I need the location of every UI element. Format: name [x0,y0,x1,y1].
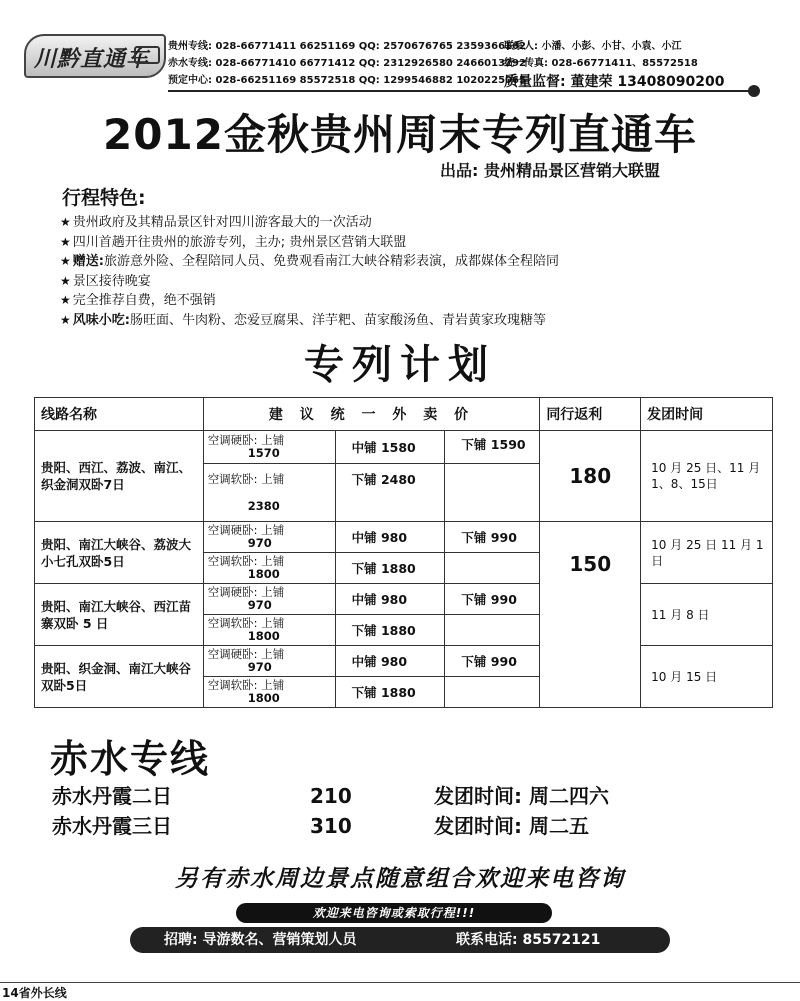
price-value: 970 [247,660,272,674]
price-label: 中铺 [351,592,377,607]
price-value: 980 [380,592,408,607]
price-value: 2480 [380,472,416,487]
empty-cell [445,615,540,646]
table-header-row [35,398,773,431]
price-value: 1800 [247,629,280,643]
header-dates: 发团时间 [641,398,773,431]
price-value: 970 [247,598,272,612]
page-footer: 14省外长线 [2,986,67,1000]
price-label: 空调软卧: 上铺 [207,616,285,630]
feature-text: 肠旺面、牛肉粉、恋爱豆腐果、洋芋粑、苗家酸汤鱼、青岩黄家玫瑰糖等 [129,312,546,328]
feature-item [60,233,559,253]
route-name: 贵阳、西江、荔波、南江、织金洞双卧7日 [35,431,204,522]
bus-icon [134,46,160,64]
hard-sleeper-upper [203,584,335,615]
price-label: 下铺 [351,623,377,638]
empty-cell [445,677,540,708]
price-label: 空调软卧: 上铺 [207,471,285,486]
hard-sleeper-upper [203,646,335,677]
contact-persons [504,38,725,92]
rebate-value: 150 [540,522,641,708]
price-label: 中铺 [351,440,377,455]
price-label: 空调硬卧: 上铺 [207,433,285,447]
star-icon: ★ [60,273,71,288]
feature-text: 完全推荐自费，绝不强销 [72,293,216,308]
price-label: 下铺 [351,472,377,487]
header-divider [168,90,754,92]
departure-dates: 10 月 15 日 [641,646,773,708]
star-icon: ★ [60,254,71,268]
price-label: 空调硬卧: 上铺 [207,523,285,537]
table-row [35,431,773,464]
tour-name: 赤水丹霞三日 [52,814,172,838]
price-value: 1880 [380,685,416,700]
star-icon: ★ [60,234,71,249]
hard-sleeper-mid [335,646,445,677]
feature-item [60,291,559,311]
price-value: 1800 [247,691,280,705]
price-value: 990 [490,530,517,545]
table-row [35,584,773,615]
brand-logo [24,34,166,78]
hard-sleeper-low [445,646,540,677]
price-value: 1880 [380,561,416,576]
feature-item [60,311,559,331]
hard-sleeper-mid [335,431,445,464]
footer-divider [0,982,800,983]
departure-label: 发团时间: [434,784,522,808]
departure-days: 周二五 [528,814,589,838]
fax-line: 统一传真: 028-66771411、85572518 [504,58,698,69]
features-list [60,213,559,330]
soft-sleeper-upper [203,677,335,708]
feature-text: 四川首趟开往贵州的旅游专列，主办; 贵州景区营销大联盟 [72,234,407,250]
feature-text: 贵州政府及其精品景区针对四川游客最大的一次活动 [72,215,372,230]
star-icon: ★ [60,215,71,229]
header-route: 线路名称 [35,398,204,431]
departure-dates: 11 月 8 日 [641,584,773,646]
price-label: 下铺 [351,685,377,700]
price-value: 1800 [247,567,280,581]
tour-name: 赤水丹霞二日 [52,784,172,808]
price-value: 990 [490,592,517,607]
logo-text: 川黔直通车 [34,47,150,72]
route-name: 贵阳、南江大峡谷、荔波大小七孔双卧5日 [35,522,204,584]
soft-sleeper-upper [203,615,335,646]
price-value: 1570 [247,446,280,460]
more-info: 另有赤水周边景点随意组合欢迎来电咨询 [175,865,625,892]
route-name: 贵阳、织金洞、南江大峡谷双卧5日 [35,646,204,708]
welcome-banner: 欢迎来电咨询或索取行程!!! [236,903,552,923]
hard-sleeper-mid [335,584,445,615]
price-label: 中铺 [351,654,377,669]
price-value: 2380 [247,498,280,513]
feature-text: 景区接待晚宴 [72,273,151,289]
schedule-table [34,397,773,708]
table-row [35,646,773,677]
price-value: 980 [380,530,408,545]
recruit-bar [130,927,670,953]
price-label: 中铺 [351,530,377,545]
page-title: 2012金秋贵州周末专列直通车 [103,110,697,159]
hard-sleeper-mid [335,522,445,553]
feature-label: 风味小吃: [72,312,130,328]
feature-item [60,272,559,292]
tour-price: 210 [310,784,352,808]
table-row [35,522,773,553]
hard-sleeper-low [445,584,540,615]
price-value: 970 [247,536,272,550]
feature-item [60,252,559,272]
soft-sleeper-upper [203,464,335,522]
recruit-phone: 联系电话: 85572121 [456,932,601,948]
price-label: 下铺 [461,654,487,669]
price-value: 980 [380,654,408,669]
hard-sleeper-upper [203,522,335,553]
contact-lines [168,38,526,89]
departure-days: 周二四六 [528,784,609,808]
tour-price: 310 [310,814,352,838]
price-value: 990 [490,654,517,669]
feature-text: 旅游意外险、全程陪同人员、免费观看南江大峡谷精彩表演，成都媒体全程陪同 [103,254,559,269]
plan-heading: 专列计划 [304,342,496,388]
header-price: 建 议 统 一 外 卖 价 [203,398,540,431]
soft-sleeper-low [335,677,445,708]
rebate-value: 180 [540,431,641,522]
price-label: 下铺 [461,592,487,607]
quality-supervisor: 质量监督: 董建荣 13408090200 [504,74,725,90]
price-label: 空调硬卧: 上铺 [207,585,285,599]
price-label: 空调软卧: 上铺 [207,678,285,692]
recruit-text: 招聘: 导游数名、营销策划人员 [164,932,357,948]
contact-line: 赤水专线: 028-66771410 66771412 QQ: 2312926580 2466013292 [168,58,526,69]
departure-dates: 10 月 25 日 11 月 1 日 [641,522,773,584]
contact-line: 预定中心: 028-66251169 85572518 QQ: 1299546882 1020225065 [168,75,526,86]
hard-sleeper-upper [203,431,335,464]
departure-dates: 10 月 25 日、11 月1、8、15日 [641,431,773,522]
price-label: 空调软卧: 上铺 [207,554,285,568]
star-icon: ★ [60,312,71,327]
chishui-title: 赤水专线 [50,737,211,781]
contact-line: 贵州专线: 028-66771411 66251169 QQ: 2570676765 2359366162 [168,41,526,52]
price-value: 1580 [380,440,416,455]
price-value: 1880 [380,623,416,638]
hard-sleeper-low [445,522,540,553]
soft-sleeper-upper [203,553,335,584]
header-rebate: 同行返利 [540,398,641,431]
feature-label: 赠送: [72,254,104,269]
soft-sleeper-low [335,464,445,522]
organizer: 出品: 贵州精品景区营销大联盟 [440,161,660,180]
feature-item [60,213,559,233]
soft-sleeper-low [335,615,445,646]
price-label: 空调硬卧: 上铺 [207,647,285,661]
empty-cell [445,464,540,522]
price-label: 下铺 [461,437,487,452]
empty-cell [445,553,540,584]
star-icon: ★ [60,293,71,307]
route-name: 贵阳、南江大峡谷、西江苗寨双卧 5 日 [35,584,204,646]
departure-label: 发团时间: [434,814,522,838]
chishui-line [52,810,589,839]
price-label: 下铺 [351,561,377,576]
chishui-line [52,780,609,809]
price-label: 下铺 [461,530,487,545]
hard-sleeper-low [445,431,540,464]
divider-dot [748,85,760,97]
features-heading: 行程特色: [62,187,146,209]
price-value: 1590 [490,437,526,452]
contact-persons-line: 联系人: 小潘、小彭、小甘、小袁、小江 [504,41,682,52]
soft-sleeper-low [335,553,445,584]
